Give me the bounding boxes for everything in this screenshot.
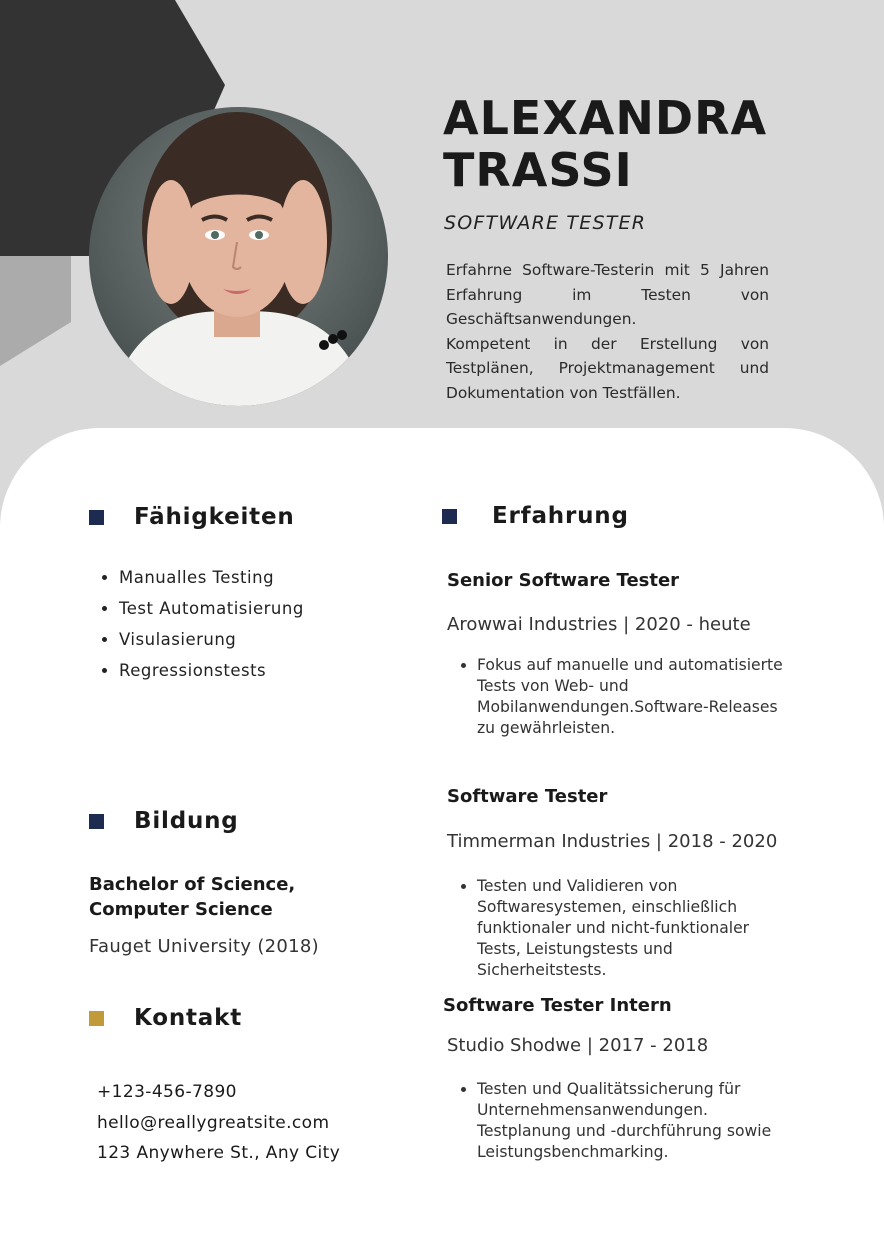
summary-paragraph: Kompetent in der Erstellung von Testplänen, Projektmanagement und Dokumentation von Testfällen. [446,334,769,402]
job-title: Software Tester [447,786,608,807]
candidate-name [443,92,863,196]
list-item: • Testen und Validieren von Softwaresystemen, einschließlich funktionaler und nicht-funktionaler Tests, Leistungstests und Sicherheitstests. [477,876,793,981]
last-name: TRASSI [443,143,633,197]
job-bullets [447,876,793,981]
section-marker-icon [89,1011,104,1026]
job-company: Timmerman Industries | 2018 - 2020 [447,831,778,852]
job-bullets [447,1079,793,1163]
list-item: • Test Automatisierung [119,593,304,624]
degree [89,872,295,922]
skills-heading [89,504,295,530]
list-item: • Visulasierung [119,624,304,655]
email-address[interactable]: hello@reallygreatsite.com [97,1112,330,1133]
section-marker-icon [442,509,457,524]
contact-title: Kontakt [134,1005,242,1031]
skills-list [89,562,304,686]
job-bullets [447,655,793,739]
section-marker-icon [89,814,104,829]
portrait-photo-icon [89,107,388,406]
contact-heading [89,1005,242,1031]
postal-address: 123 Anywhere St., Any City [97,1143,341,1163]
education-heading [89,808,239,834]
contact-details [97,1077,340,1169]
list-item: • Testen und Qualitätssicherung für Unternehmensanwendungen. Testplanung und -durchführung sowie Leistungsbenchmarking. [477,1079,793,1163]
job-company: Arowwai Industries | 2020 - heute [447,614,751,635]
summary-paragraph: Erfahrne Software-Testerin mit 5 Jahren Erfahrung im Testen von Geschäftsanwendungen. [446,261,769,328]
section-marker-icon [89,510,104,525]
list-item: • Regressionstests [119,655,304,686]
experience-heading [442,503,629,529]
degree-line: Bachelor of Science, [89,874,296,895]
list-item: • Fokus auf manuelle und automatisierte Tests von Web- und Mobilanwendungen.Software-Releases zu gewährleisten. [477,655,793,739]
job-company: Studio Shodwe | 2017 - 2018 [447,1035,709,1056]
degree-line: Computer Science [89,899,273,920]
job-title: Software Tester Intern [443,995,672,1016]
school: Fauget University (2018) [89,936,319,957]
profile-summary [446,258,769,405]
job-title: Senior Software Tester [447,570,680,591]
list-item: • Manualles Testing [119,562,304,593]
skills-title: Fähigkeiten [134,504,295,530]
education-title: Bildung [134,808,239,834]
profile-photo [89,107,388,406]
experience-title: Erfahrung [492,503,629,529]
job-role: SOFTWARE TESTER [444,212,647,234]
first-name: ALEXANDRA [443,91,768,145]
phone-number[interactable]: +123-456-7890 [97,1082,237,1102]
